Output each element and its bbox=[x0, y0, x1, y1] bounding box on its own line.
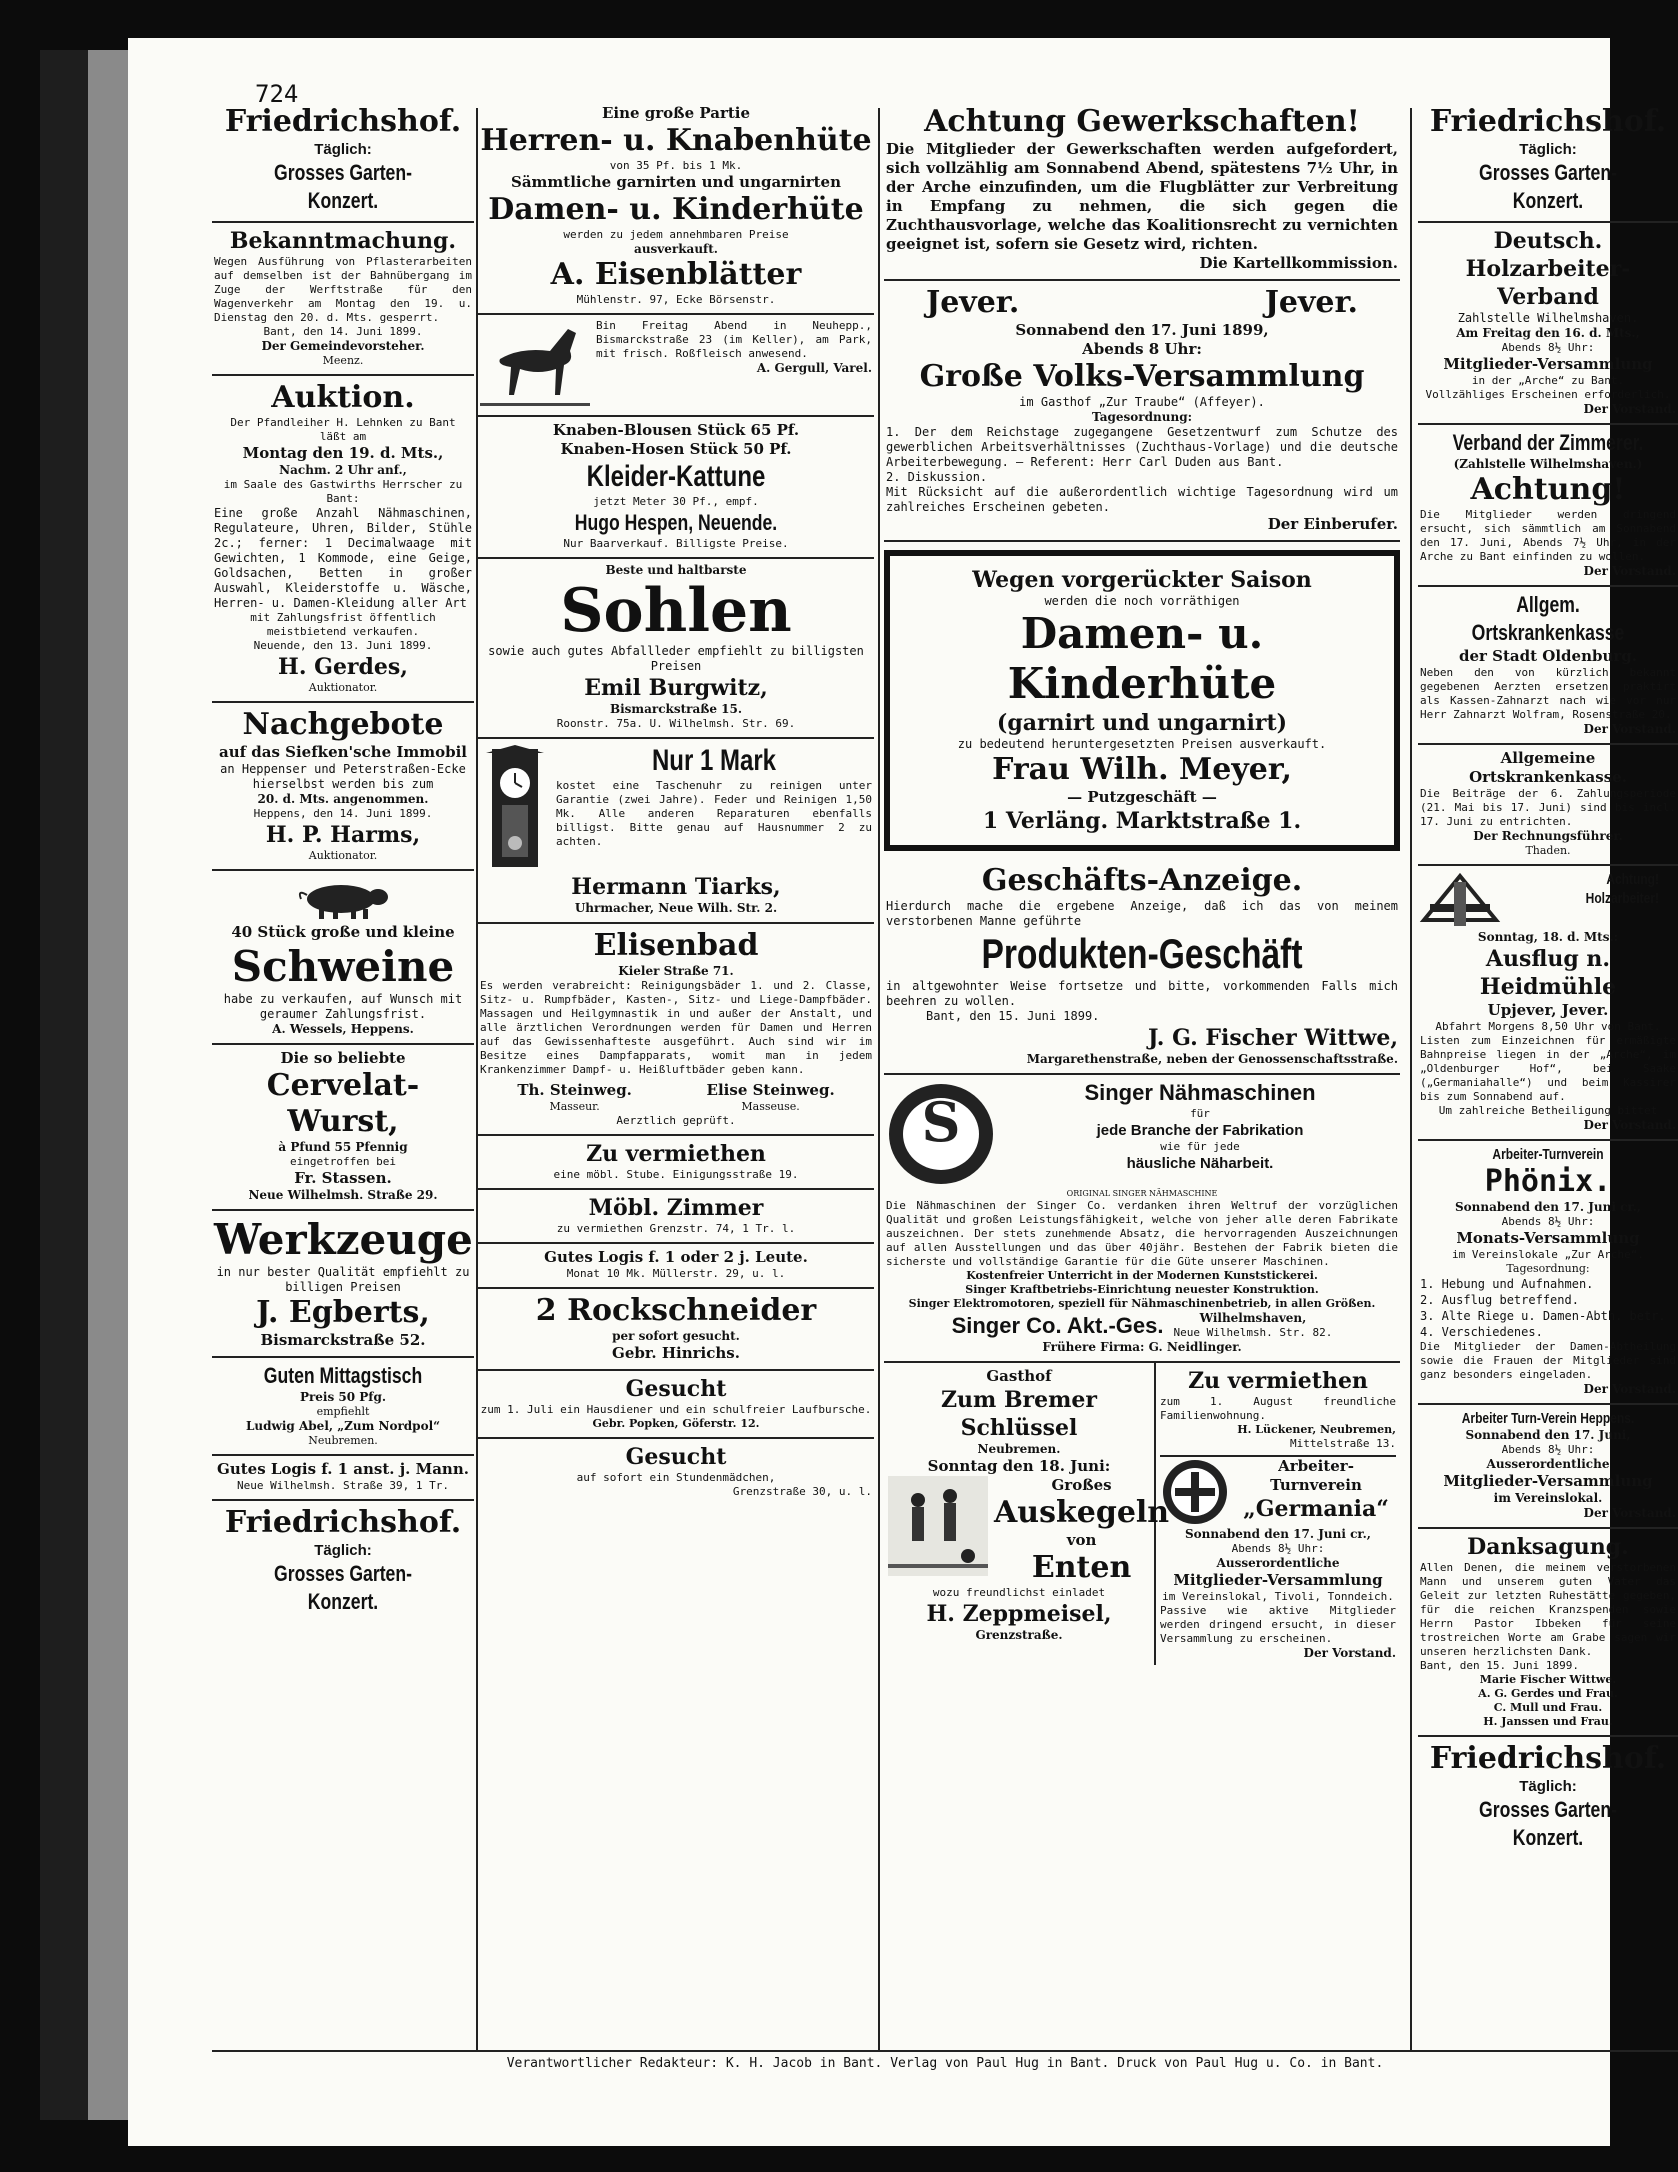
ad-text: Singer Kraftbetriebs-Einrichtung neuester Konstruktion. bbox=[965, 1283, 1319, 1296]
ad-friedrichshof-bottom bbox=[212, 1501, 474, 1622]
ad-ortskrankenkasse-oldenburg bbox=[1418, 587, 1678, 745]
ad-vermiethen-2 bbox=[1160, 1367, 1396, 1457]
ad-name: A. Eisenblätter bbox=[550, 257, 802, 292]
ad-text: Hierdurch mache die ergebene Anzeige, daß ich das von meinem verstorbenen Manne geführte bbox=[886, 899, 1398, 928]
ad-address: Margarethenstraße, neben der Genossenschaftsstraße. bbox=[1026, 1052, 1398, 1066]
ad-friedrichshof-top bbox=[212, 100, 474, 223]
ad-text: zu bedeutend heruntergesetzten Preisen ausverkauft. bbox=[957, 737, 1327, 751]
ad-schweine bbox=[212, 871, 474, 1045]
ad-text: Eine große Partie bbox=[601, 104, 751, 122]
ad-text: auf das Siefken'sche Immobil bbox=[218, 743, 468, 761]
ad-name: Fr. Stassen. bbox=[294, 1169, 392, 1187]
ad-time: Abfahrt Morgens 8,50 Uhr von Bant. bbox=[1435, 1020, 1661, 1033]
bottom-right bbox=[1156, 1363, 1400, 1665]
ad-signature: Der Vorstand. bbox=[1303, 1646, 1396, 1660]
ad-title: Singer Nähmaschinen bbox=[1084, 1080, 1316, 1105]
ad-subtitle: Grosses Garten-Konzert. bbox=[1479, 160, 1617, 213]
ad-text: Neubremen. bbox=[977, 1442, 1061, 1456]
ad-address: Mühlenstr. 97, Ecke Börsenstr. bbox=[576, 293, 776, 306]
ad-text: im Vereinslokal. bbox=[1493, 1491, 1603, 1505]
ad-title: Mitglieder-Versammlung bbox=[1173, 1571, 1383, 1589]
ad-ortskrankenkasse bbox=[1418, 745, 1678, 866]
ad-address: Uhrmacher, Neue Wilh. Str. 2. bbox=[574, 901, 778, 915]
ad-name: Gebr. Popken, Göferstr. 12. bbox=[592, 1417, 760, 1430]
book-binding bbox=[40, 50, 88, 2120]
ad-text: ausverkauft. bbox=[634, 242, 718, 256]
ad-text: Allen Denen, die meinem verstorbenen Mann und unserem guten Vater das Geleit zur letzten Ruhestätte gegeben, für die reichen Kranzspenden sowie Herrn Pastor Ibbeken für seine trostreichen Worte am Grabe sagen wir unseren herzlichsten Dank. bbox=[1420, 1561, 1676, 1658]
ad-date: Sonnabend den 17. Juni, bbox=[1465, 1428, 1631, 1442]
ad-text: Großes bbox=[1051, 1476, 1112, 1494]
ad-auktion bbox=[212, 376, 474, 703]
ad-friedrichshof-top-right bbox=[1418, 100, 1678, 223]
ad-title: Verband der Zimmerer. bbox=[1452, 430, 1644, 455]
ad-name: Hermann Tiarks, bbox=[571, 874, 781, 900]
ad-address: Bismarckstraße 15. bbox=[609, 702, 743, 716]
ad-address: Bismarckstraße 52. bbox=[260, 1331, 426, 1349]
ad-signature: Der Einberufer. bbox=[1267, 515, 1398, 533]
ad-agenda-item: 1. Hebung und Aufnahmen. bbox=[1420, 1277, 1594, 1291]
ad-title: Gutes Logis f. 1 oder 2 j. Leute. bbox=[544, 1248, 808, 1266]
ad-gewerkschaften bbox=[884, 100, 1400, 281]
ad-zimmerer bbox=[1418, 425, 1678, 587]
ad-title: Große Volks-Versammlung bbox=[919, 359, 1365, 394]
ad-name: Gebr. Hinrichs. bbox=[612, 1344, 740, 1362]
ad-text: Die so beliebte bbox=[280, 1049, 406, 1067]
ad-signature: Der Gemeindevorsteher. bbox=[261, 339, 425, 353]
ad-fischer bbox=[884, 859, 1400, 1075]
ad-text: Gasthof bbox=[986, 1367, 1052, 1385]
ad-price: von 35 Pf. bis 1 Mk. bbox=[609, 159, 743, 172]
newspaper-page bbox=[128, 38, 1676, 2146]
ad-agenda-list bbox=[1420, 1276, 1676, 1340]
ad-gesucht-1 bbox=[478, 1371, 874, 1439]
bowling-scene-icon bbox=[888, 1476, 988, 1576]
ad-text: Zahlstelle Wilhelmshaven. bbox=[1457, 311, 1639, 325]
ad-text: Knaben-Hosen Stück 50 Pf. bbox=[560, 440, 792, 458]
ad-date: Neuende, den 13. Juni 1899. bbox=[253, 639, 433, 652]
ad-holzarbeiter-verband bbox=[1418, 223, 1678, 425]
carpenter-tools-icon bbox=[1420, 870, 1500, 930]
ad-text: Achtung! bbox=[1606, 871, 1659, 888]
ad-text: werden die noch vorräthigen bbox=[1044, 594, 1240, 608]
ad-text: (garnirt und ungarnirt) bbox=[996, 710, 1288, 736]
ad-title: Monats-Versammlung bbox=[1456, 1229, 1640, 1247]
ad-text: im Vereinslokal, Tivoli, Tonndeich. bbox=[1162, 1590, 1394, 1603]
ad-title: Nur 1 Mark bbox=[651, 744, 777, 777]
ad-role: Masseur. bbox=[549, 1100, 600, 1113]
ad-text: mit Zahlungsfrist öffentlich meistbietend verkaufen. bbox=[250, 611, 436, 638]
ad-date: Sonntag, 18. d. Mts.: bbox=[1477, 930, 1619, 944]
ad-werkzeuge bbox=[212, 1211, 474, 1358]
ad-text: Die Beiträge der 6. Zahlungsperiode (21. Mai bis 17. Juni) sind bis incl. 17. Juni zu entrichten. bbox=[1420, 787, 1676, 828]
ad-title: Deutsch. Holzarbeiter-Verband bbox=[1465, 228, 1631, 310]
ad-name: Singer Co. Akt.-Ges. bbox=[951, 1312, 1164, 1338]
ad-text: jede Branche der Fabrikation bbox=[1096, 1122, 1304, 1139]
ad-name: Emil Burgwitz, bbox=[584, 675, 768, 701]
ad-title: Schweine bbox=[231, 942, 455, 991]
ad-title: Möbl. Zimmer bbox=[588, 1195, 764, 1221]
column-rule bbox=[1410, 108, 1412, 2052]
ad-name: A. G. Gerdes und Frau. bbox=[1478, 1687, 1618, 1700]
ad-title: Danksagung. bbox=[1467, 1534, 1629, 1560]
ad-address: 1 Verläng. Marktstraße 1. bbox=[982, 808, 1302, 834]
ad-date: Montag den 19. d. Mts., bbox=[242, 444, 444, 462]
ad-title: Elisenbad bbox=[593, 928, 759, 963]
ad-address: Neue Wilhelmsh. Str. 82. bbox=[1173, 1326, 1333, 1339]
column-3 bbox=[884, 100, 1400, 2050]
ad-friedrichshof-bottom-right bbox=[1418, 1737, 1678, 1858]
ad-vermiethen bbox=[478, 1136, 874, 1190]
ad-address: Wilhelmshaven, bbox=[1199, 1311, 1307, 1325]
ad-title: Enten bbox=[1031, 1550, 1132, 1585]
ad-title: Friedrichshof. bbox=[1429, 104, 1667, 139]
ad-text: Der Pfandleiher H. Lehnken zu Bant läßt am bbox=[230, 416, 456, 443]
ad-text: in altgewohnter Weise fortsetze und bitte, vorkommenden Falls mich beehren zu wollen. bbox=[886, 979, 1398, 1008]
ad-agenda-item: 3. Alte Riege u. Damen-Abth. betr. bbox=[1420, 1309, 1666, 1323]
ad-elisenbad bbox=[478, 924, 874, 1136]
ad-agenda-heading: Tagesordnung: bbox=[1506, 1262, 1590, 1275]
ad-name: Ludwig Abel, „Zum Nordpol“ bbox=[245, 1419, 441, 1433]
ad-title: Gutes Logis f. 1 anst. j. Mann. bbox=[217, 1460, 469, 1478]
turner-emblem-icon bbox=[1160, 1457, 1230, 1527]
ad-signature: Der Vorstand. bbox=[1583, 1506, 1676, 1520]
ad-text: an Heppenser und Peterstraßen-Ecke hierselbst werden bis zum bbox=[220, 762, 466, 791]
ad-title: Nachgebote bbox=[242, 707, 444, 742]
ad-turnverein-heppens bbox=[1418, 1405, 1678, 1529]
ad-danksagung bbox=[1418, 1529, 1678, 1737]
ad-address: Grenzstraße 30, u. l. bbox=[732, 1485, 872, 1498]
ad-address: Roonstr. 75a. U. Wilhelmsh. Str. 69. bbox=[556, 717, 796, 730]
ad-time: Abends 8 Uhr: bbox=[1082, 340, 1202, 358]
ad-text: Es werden verabreicht: Reinigungsbäder 1. und 2. Classe, Sitz- u. Rumpfbäder, Kasten-, Sitz- und Liege-Dampfbäder. Massagen und Heilgymnastik in und außer der Anstalt, und alle ärztlichen Verordnungen werden für Damen und Herren auf das Gewissenhafteste ausgeführt. Auch sind wir im Besitze eines Dampfapparats, womit man in jedem Krankenzimmer Dampf- u. Heißluftbäder geben kann. bbox=[480, 979, 872, 1076]
ad-name: H. Janssen und Frau. bbox=[1483, 1715, 1613, 1728]
ad-text: Bin Freitag Abend in Neuhepp., Bismarckstraße 23 (im Keller), am Park, mit frisch. Roßfleisch anwesend. bbox=[596, 319, 872, 360]
ad-zimmer bbox=[478, 1190, 874, 1244]
ad-agenda-item: 2. Diskussion. bbox=[886, 470, 988, 484]
ad-name: Meenz. bbox=[322, 354, 364, 367]
ad-text: eingetroffen bei bbox=[290, 1155, 396, 1168]
ad-text: der Stadt Oldenburg. bbox=[1459, 647, 1637, 665]
ad-text: häusliche Näharbeit. bbox=[1126, 1155, 1274, 1172]
ad-date: Sonnabend den 17. Juni cr., bbox=[1185, 1527, 1371, 1541]
ad-title: Achtung! bbox=[1470, 472, 1626, 507]
ad-name: J. G. Fischer Wittwe, bbox=[1148, 1025, 1398, 1051]
ad-name: J. Egberts, bbox=[256, 1295, 430, 1330]
pig-icon bbox=[293, 877, 393, 921]
ad-holzarbeiter-ausflug bbox=[1418, 866, 1678, 1141]
ad-title: Sohlen bbox=[560, 576, 792, 646]
ad-text: Beste und haltbarste bbox=[605, 563, 747, 577]
ad-title: Zu vermiethen bbox=[586, 1141, 766, 1167]
ad-cervelat bbox=[212, 1045, 474, 1211]
ad-name: C. Mull und Frau. bbox=[1493, 1701, 1603, 1714]
ad-text: Monat 10 Mk. Müllerstr. 29, u. l. bbox=[566, 1267, 786, 1280]
ad-gesucht-2 bbox=[478, 1439, 874, 1505]
ad-date: Am Freitag den 16. d. Mts., bbox=[1456, 326, 1640, 340]
ad-title: Kleider-Kattune bbox=[586, 460, 766, 493]
ad-title: Gesucht bbox=[625, 1376, 727, 1402]
ad-gasthof bbox=[884, 1363, 1170, 1665]
ad-title: Auskegeln bbox=[994, 1495, 1170, 1530]
ad-title: Damen- u. Kinderhüte bbox=[488, 192, 864, 227]
ad-text: zu vermiethen Grenzstr. 74, 1 Tr. l. bbox=[556, 1222, 796, 1235]
ad-text: empfiehlt bbox=[316, 1405, 370, 1418]
ad-text: Holzarbeiter! bbox=[1585, 890, 1659, 907]
ad-signature: A. Wessels, Heppens. bbox=[272, 1022, 414, 1036]
ad-date: Heppens, den 14. Juni 1899. bbox=[253, 807, 433, 820]
ad-agenda-item: 4. Verschiedenes. bbox=[1420, 1325, 1543, 1339]
ad-address: Grenzstraße. bbox=[975, 1628, 1063, 1642]
ad-date: Bant, den 15. Juni 1899. bbox=[1420, 1659, 1579, 1672]
ad-subtitle: Täglich: bbox=[1519, 141, 1577, 158]
ad-text: in der „Arche“ zu Bant. bbox=[1471, 374, 1625, 387]
ad-jever bbox=[884, 281, 1400, 542]
ad-subtitle: Grosses Garten-Konzert. bbox=[274, 160, 412, 213]
ad-text: Vollzähliges Erscheinen erforderlich. bbox=[1425, 388, 1671, 401]
ad-text: in nur bester Qualität empfiehlt zu billigen Preisen bbox=[216, 1265, 470, 1294]
ad-subtitle: Grosses Garten-Konzert. bbox=[274, 1561, 412, 1614]
singer-logo-label: ORIGINAL SINGER NÄHMASCHINE bbox=[1066, 1189, 1218, 1198]
wall-clock-icon bbox=[480, 743, 550, 873]
ad-name: Thaden. bbox=[1525, 844, 1571, 857]
ad-text: Sämmtliche garnirten und ungarnirten bbox=[511, 173, 841, 191]
ad-text: auf sofort ein Stundenmädchen, bbox=[576, 1471, 776, 1484]
ad-time: Nachm. 2 Uhr anf., bbox=[279, 463, 407, 477]
ad-text: Listen zum Einzeichnen für ermäßigte Bahnpreise liegen in der „Arche“, im „Oldenburger Hof“, bei Saake („Germaniahalle“) und beim Kassirer bis zum Sonnabend auf. bbox=[1420, 1034, 1676, 1103]
ad-text: für bbox=[1190, 1107, 1210, 1120]
ad-date: Bant, den 14. Juni 1899. bbox=[263, 325, 423, 338]
ad-date: Sonnabend den 17. Juni cr., bbox=[1455, 1200, 1641, 1214]
ad-text: im Gasthof „Zur Traube“ (Affeyer). bbox=[1019, 395, 1265, 409]
ad-text: Aerztlich geprüft. bbox=[616, 1114, 736, 1127]
ad-title: Ausflug n. Heidmühle bbox=[1479, 946, 1617, 1000]
ad-text: (Zahlstelle Wilhelmshaven.) bbox=[1453, 457, 1643, 471]
ad-text: werden zu jedem annehmbaren Preise bbox=[563, 228, 789, 241]
ad-text: Knaben-Blousen Stück 65 Pf. bbox=[552, 421, 800, 439]
ad-title: Auktion. bbox=[271, 380, 415, 415]
ad-text: Nur Baarverkauf. Billigste Preise. bbox=[563, 537, 789, 550]
ad-subtitle: Grosses Garten-Konzert. bbox=[1479, 1797, 1617, 1850]
ad-role: Auktionator. bbox=[308, 681, 378, 694]
column-2 bbox=[478, 100, 874, 2050]
ad-role: Auktionator. bbox=[308, 849, 378, 862]
ad-subtitle: Täglich: bbox=[314, 141, 372, 158]
ad-text: Singer Elektromotoren, speziell für Nähmaschinenbetrieb, in allen Größen. bbox=[908, 1297, 1376, 1310]
ad-meyer bbox=[884, 550, 1400, 851]
ad-date: Sonntag den 18. Juni: bbox=[927, 1457, 1111, 1475]
column-rule bbox=[878, 108, 880, 2052]
imprint-footer: Verantwortlicher Redakteur: K. H. Jacob in Bant. Verlag von Paul Hug in Bant. Druck von Paul Hug u. Co. in Bant. bbox=[506, 2056, 1384, 2071]
ad-title: Gesucht bbox=[625, 1444, 727, 1470]
ad-role: Masseuse. bbox=[741, 1100, 800, 1113]
ad-signature: Der Rechnungsführer. bbox=[1473, 829, 1623, 843]
ad-text: Die Mitglieder der Gewerkschaften werden aufgefordert, sich vollzählig am Sonnabend Abend, spätestens 7½ Uhr, in der Arche einzufinden, um die Flugblätter zur Verbreitung in Empfang zu nehmen, die sich gegen die Zuchthausvorlage, welche das Koalitionsrecht zu vernichten geeignet ist, sofern sie Gesetz wird, richten. bbox=[886, 140, 1398, 253]
ad-rockschneider bbox=[478, 1289, 874, 1371]
ad-address: Mittelstraße 13. bbox=[1290, 1437, 1396, 1450]
ad-singer bbox=[884, 1075, 1400, 1363]
ad-title: 2 Rockschneider bbox=[535, 1293, 817, 1328]
ad-eisenblaetter bbox=[478, 100, 874, 315]
ad-text: Die Nähmaschinen der Singer Co. verdanken ihren Weltruf der vorzüglichen Qualität und großen Leistungsfähigkeit, welche von jeher alle deren Fabrikate auszeichnen. Der stets zunehmende Absatz, die hervorragenden Auszeichnungen auf allen Ausstellungen und das über 40jähr. Bestehen der Fabrik bieten die sicherste und vollständige Garantie für die Güte unserer Maschinen. bbox=[886, 1199, 1398, 1268]
ad-title: Friedrichshof. bbox=[224, 104, 462, 139]
ad-text: Eine große Anzahl Nähmaschinen, Regulateure, Uhren, Bilder, Stühle 2c.; ferner: 1 Decimalwaage mit Gewichten, 1 Kommode, eine Geige, Goldsachen, Betten in großer Auswahl, Kleiderstoffe u. Wäsche, Herren- u. Damen-Kleidung aller Art bbox=[214, 506, 472, 610]
ad-title: Damen- u. Kinderhüte bbox=[1007, 609, 1277, 708]
ad-agenda-item: 2. Ausflug betreffend. bbox=[1420, 1293, 1579, 1307]
ad-signature: Die Kartellkommission. bbox=[1199, 254, 1398, 272]
ad-name: H. Gerdes, bbox=[278, 654, 408, 680]
ad-title: Produkten-Geschäft bbox=[981, 930, 1303, 977]
ad-text: von bbox=[1066, 1531, 1097, 1549]
ad-text: eine möbl. Stube. Einigungsstraße 19. bbox=[553, 1168, 799, 1181]
ad-text: Passive wie aktive Mitglieder werden dringend ersucht, in dieser Versammlung zu erscheinen. bbox=[1160, 1604, 1396, 1645]
ad-title: Jever. bbox=[1264, 285, 1358, 320]
ad-time: Abends 8½ Uhr: bbox=[1501, 1443, 1595, 1456]
ad-signature: Der Vorstand. bbox=[1583, 564, 1676, 578]
ad-text: Kostenfreier Unterricht in der Modernen Kunststickerei. bbox=[966, 1269, 1318, 1282]
ad-title: Achtung Gewerkschaften! bbox=[924, 104, 1360, 139]
ad-logis-2 bbox=[478, 1244, 874, 1289]
ad-name: H. Zeppmeisel, bbox=[926, 1601, 1112, 1627]
ad-time: Abends 8½ Uhr: bbox=[1231, 1542, 1325, 1555]
ad-bekanntmachung bbox=[212, 223, 474, 376]
ad-hespen bbox=[478, 417, 874, 559]
ad-nachgebote bbox=[212, 703, 474, 871]
ad-text: Wegen Ausführung von Pflasterarbeiten auf demselben ist der Bahnübergang im Zuge der Werftstraße für den Wagenverkehr am Montag den 19. u. Dienstag den 20. d. Mts. gesperrt. bbox=[214, 255, 472, 324]
ad-title: Zum Bremer Schlüssel bbox=[940, 1387, 1098, 1441]
ad-title: Bekanntmachung. bbox=[229, 228, 457, 254]
ad-agenda-item: 1. Der dem Reichstage zugegangene Gesetzentwurf zum Schutze des gewerblichen Arbeitsverhältnisses (Zuchthaus-Vorlage) und die deutsche Arbeiterbewegung. — Referent: Herr Carl Duden aus Bant. bbox=[886, 425, 1398, 469]
ad-time: Abends 8½ Uhr: bbox=[1501, 341, 1595, 354]
ad-text: Arbeiter-Turnverein bbox=[1270, 1457, 1362, 1494]
ad-price: jetzt Meter 30 Pf., empf. bbox=[593, 495, 759, 508]
ad-date: Sonnabend den 17. Juni 1899, bbox=[1015, 321, 1269, 339]
ad-text: kostet eine Taschenuhr zu reinigen unter Garantie (zwei Jahre). Feder und Reinigen 1,50 Mk. Alle anderen Reparaturen ebenfalls billigst. Bitte genau auf Hausnummer 2 zu achten. bbox=[556, 779, 872, 848]
ad-text: Wegen vorgerückter Saison bbox=[972, 567, 1312, 593]
ad-title: Mitglieder-Versammlung bbox=[1443, 355, 1653, 373]
ad-text: — Putzgeschäft — bbox=[1067, 788, 1217, 806]
ad-title: Friedrichshof. bbox=[1429, 1741, 1667, 1776]
ad-rossfleisch bbox=[478, 315, 874, 417]
ad-price: Preis 50 Pfg. bbox=[299, 1390, 387, 1404]
bottom-row bbox=[884, 1363, 1400, 1665]
ad-text: im Saale des Gastwirths Herrscher zu Bant: bbox=[223, 478, 463, 505]
ad-signature: Der Vorstand. bbox=[1583, 1382, 1676, 1396]
ad-text: per sofort gesucht. bbox=[612, 1329, 740, 1343]
ad-signature: Der Vorstand. bbox=[1583, 402, 1676, 416]
column-4 bbox=[1418, 100, 1678, 2050]
ad-title: Friedrichshof. bbox=[224, 1505, 462, 1540]
ad-text: 20. d. Mts. angenommen. bbox=[257, 792, 429, 806]
ad-text: Um zahlreiche Betheiligung bittet bbox=[1438, 1104, 1658, 1117]
singer-logo-icon bbox=[886, 1079, 996, 1189]
ad-text: Ausserordentliche bbox=[1216, 1556, 1340, 1570]
ad-title: „Germania“ bbox=[1243, 1496, 1389, 1522]
ad-address: Neubremen. bbox=[308, 1434, 378, 1447]
ad-address: Neue Wilhelmsh. Straße 29. bbox=[248, 1188, 438, 1202]
ad-mittagstisch bbox=[212, 1358, 474, 1456]
ad-subtitle: Täglich: bbox=[314, 1542, 372, 1559]
ad-title: Allgemeine Ortskrankenkasse. bbox=[1469, 749, 1627, 786]
ad-price: à Pfund 55 Pfennig bbox=[278, 1140, 408, 1154]
ad-name: Elise Steinweg. bbox=[706, 1081, 835, 1099]
ad-text: sowie auch gutes Abfallleder empfiehlt zu billigsten Preisen bbox=[488, 644, 864, 673]
ad-text: Die Mitglieder der Damen-Abtheilung sowie die Frauen der Mitglieder sind ganz besonders eingeladen. bbox=[1420, 1340, 1676, 1381]
ad-title: Cervelat-Wurst, bbox=[266, 1068, 420, 1139]
ad-address: Kieler Straße 71. bbox=[618, 964, 734, 978]
ad-title: Zu vermiethen bbox=[1188, 1368, 1368, 1394]
ad-text: Upjever, Jever. bbox=[1487, 1001, 1609, 1019]
ad-tiarks bbox=[478, 739, 874, 924]
ad-title: Werkzeuge bbox=[214, 1215, 473, 1264]
ad-name: Th. Steinweg. bbox=[517, 1081, 632, 1099]
ad-subtitle: Täglich: bbox=[1519, 1778, 1577, 1795]
ad-text: wozu freundlichst einladet bbox=[932, 1586, 1106, 1599]
ad-name: H. P. Harms, bbox=[265, 822, 421, 848]
ad-text: Neben den von kürzlich bekannt gegebenen Aerzten ersetzen praktirt als Kassen-Zahnarzt nach wie vor nur Herr Zahnarzt Wolfram, Rosenstraße 20. bbox=[1420, 666, 1676, 721]
ad-text: wie für jede bbox=[1160, 1140, 1240, 1153]
ad-name: Frau Wilh. Meyer, bbox=[992, 752, 1292, 787]
column-1 bbox=[212, 100, 474, 2050]
ad-title: Arbeiter Turn-Verein Heppens. bbox=[1461, 1410, 1635, 1427]
ad-text: im Vereinslokale „Zur Arche“. bbox=[1451, 1248, 1645, 1261]
ad-signature: Der Vorstand. bbox=[1583, 1118, 1676, 1132]
page-number: 724 bbox=[255, 80, 299, 108]
ad-title: Guten Mittagstisch bbox=[263, 1363, 423, 1388]
ad-time: Abends 8½ Uhr: bbox=[1501, 1215, 1595, 1228]
ad-name: A. Gergull, Varel. bbox=[756, 361, 872, 375]
ad-text: zum 1. August freundliche Familienwohnung. bbox=[1160, 1395, 1396, 1422]
ad-title: Mitglieder-Versammlung bbox=[1443, 1472, 1653, 1490]
ad-text: Frühere Firma: G. Neidlinger. bbox=[1042, 1340, 1242, 1354]
ad-text: Mit Rücksicht auf die außerordentlich wichtige Tagesordnung wird um zahlreiches Erscheinen gebeten. bbox=[886, 485, 1398, 514]
ad-signature: Der Vorstand. bbox=[1583, 722, 1676, 736]
svg-text:S: S bbox=[921, 1090, 961, 1154]
ad-text: zum 1. Juli ein Hausdiener und ein schulfreier Laufbursche. bbox=[480, 1403, 872, 1416]
ad-address: Neue Wilhelmsh. Straße 39, 1 Tr. bbox=[237, 1479, 449, 1492]
ad-name: Marie Fischer Wittwe. bbox=[1479, 1673, 1617, 1686]
ad-name: Hugo Hespen, Neuende. bbox=[574, 510, 778, 535]
ad-title: Phönix. bbox=[1484, 1164, 1612, 1199]
footer-rule bbox=[212, 2050, 1678, 2052]
ad-text: Die Mitglieder werden dringend ersucht, sich sämmtlich am Sonnabend den 17. Juni, Abends 7½ Uhr, in der Arche zu Bant einfinden zu wollen. bbox=[1420, 508, 1676, 563]
ad-title: Herren- u. Knabenhüte bbox=[480, 123, 872, 158]
ad-title: Allgem. Ortskrankenkasse bbox=[1471, 592, 1625, 645]
horse-icon bbox=[480, 319, 590, 409]
ad-text: Arbeiter-Turnverein bbox=[1492, 1146, 1604, 1163]
ad-phoenix bbox=[1418, 1141, 1678, 1405]
ad-title: Geschäfts-Anzeige. bbox=[981, 863, 1303, 898]
ad-title: Jever. bbox=[926, 285, 1020, 320]
ad-text: habe zu verkaufen, auf Wunsch mit geraumer Zahlungsfrist. bbox=[223, 992, 463, 1021]
ad-text: Ausserordentliche bbox=[1486, 1457, 1610, 1471]
ad-germania bbox=[1160, 1457, 1396, 1661]
ad-date: Bant, den 15. Juni 1899. bbox=[926, 1009, 1100, 1023]
ad-text: 40 Stück große und kleine bbox=[231, 923, 455, 941]
ad-name: H. Lückener, Neubremen, bbox=[1237, 1423, 1396, 1436]
ad-sohlen bbox=[478, 559, 874, 739]
ad-agenda-heading: Tagesordnung: bbox=[1091, 410, 1193, 424]
ad-logis bbox=[212, 1456, 474, 1501]
